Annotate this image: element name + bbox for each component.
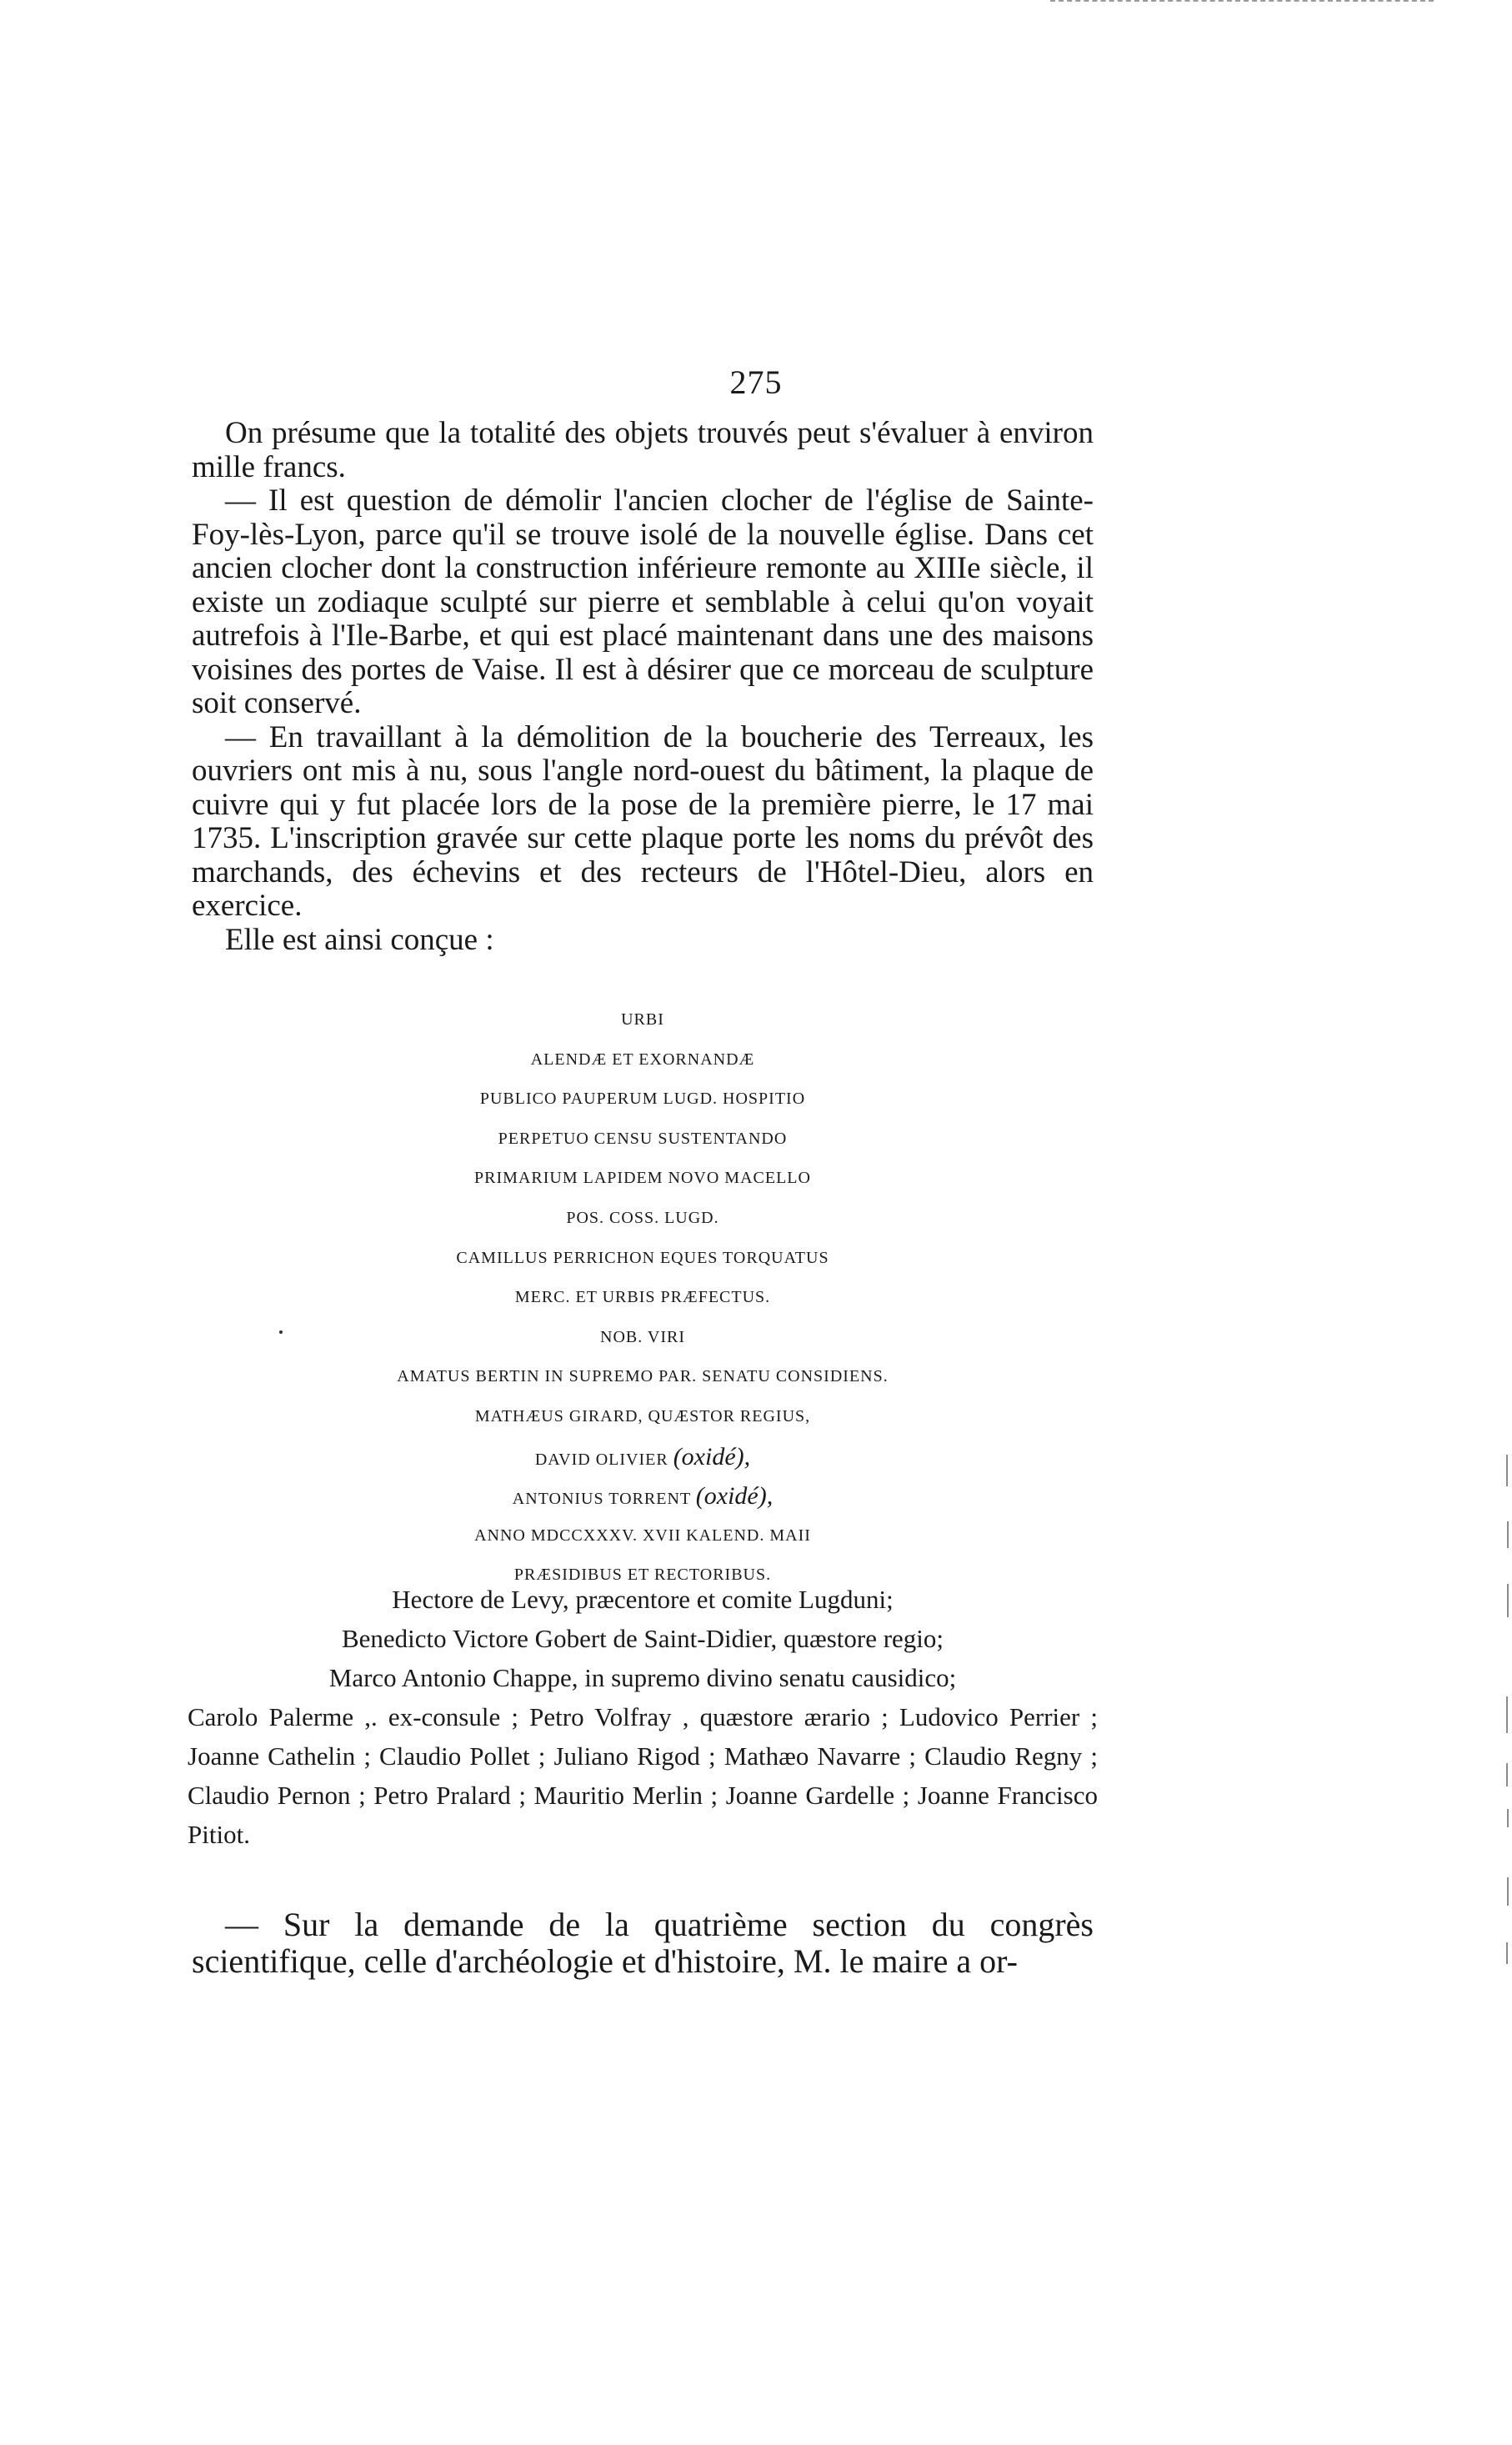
edge-mark <box>1506 1942 1508 1964</box>
body-text <box>192 417 1094 957</box>
inscription-line: MATHÆUS GIRARD, QUÆSTOR REGIUS, <box>474 1406 811 1425</box>
paragraph-clocher: — Il est question de démolir l'ancien clocher de l'église de Sainte-Foy-lès-Lyon, parce qu'il se trouve isolé de la nouvelle église. Dans cet ancien clocher dont la construction inférieure remonte au XIIIe siècle, il existe un zodiaque sculpté sur pierre et semblable à celui qu'on voyait autrefois à l'Ile-Barbe, et qui est placé maintenant dans une des maisons voisines des portes de Vaise. Il est à désirer que ce morceau de sculpture soit conservé. <box>192 483 1094 720</box>
paragraph-boucherie: — En travaillant à la démolition de la boucherie des Terreaux, les ouvriers ont mis à nu, sous l'angle nord-ouest du bâtiment, la plaque de cuivre qui y fut placée lors de la pose de la première pierre, le 17 mai 1735. L'inscription gravée sur cette plaque porte les noms du prévôt des marchands, des échevins et des recteurs de l'Hôtel-Dieu, alors en exercice. <box>192 719 1094 923</box>
inscription-name: DAVID OLIVIER <box>534 1450 668 1469</box>
paragraph-closing: — Sur la demande de la quatrième section du congrès scientifique, celle d'archéologie et d'histoire, M. le maire a or- <box>192 1906 1094 1980</box>
latin-line: Benedicto Victore Gobert de Saint-Didier, quæstore regio; <box>341 1624 944 1653</box>
latin-line: Hectore de Levy, præcentore et comite Lugduni; <box>392 1585 894 1614</box>
latin-paragraph: Carolo Palerme ,. ex-consule ; Petro Volfray , quæstore ærario ; Ludovico Perrier ; Joanne Cathelin ; Claudio Pollet ; Juliano Rigod ; Mathæo Navarre ; Claudio Regny ; Claudio Pernon ; Petro Pralard ; Mauritio Merlin ; Joanne Gardelle ; Joanne Francisco Pitiot. <box>188 1702 1098 1849</box>
closing-text <box>192 1906 1094 1980</box>
edge-mark <box>1506 1455 1508 1486</box>
inscription-line: MERC. ET URBIS PRÆFECTUS. <box>514 1288 771 1307</box>
paragraph-value-estimate: On présume que la totalité des objets trouvés peut s'évaluer à environ mille francs. <box>192 416 1094 484</box>
edge-mark <box>1507 1584 1509 1617</box>
edge-mark <box>1506 1763 1508 1786</box>
inscription-line: POS. COSS. LUGD. <box>566 1208 719 1227</box>
page-number: 275 <box>729 363 783 401</box>
inscription-line: PERPETUO CENSU SUSTENTANDO <box>498 1129 788 1148</box>
paragraph-intro-inscription: Elle est ainsi conçue : <box>225 922 494 957</box>
edge-mark <box>1506 1696 1508 1733</box>
inscription-line-olivier <box>192 1437 1094 1477</box>
edge-mark <box>1507 1877 1509 1906</box>
inscription-line-torrent <box>192 1476 1094 1516</box>
latin-line: Marco Antonio Chappe, in supremo divino senatu causidico; <box>328 1663 957 1692</box>
edge-mark <box>1507 1521 1509 1548</box>
inscription-line: AMATUS BERTIN IN SUPREMO PAR. SENATU CONSIDIENS. <box>397 1367 889 1386</box>
inscription-note: (oxidé), <box>695 1482 774 1511</box>
inscription-line: ALENDÆ ET EXORNANDÆ <box>530 1050 755 1069</box>
edge-mark <box>1507 1809 1509 1827</box>
inscription-line: PUBLICO PAUPERUM LUGD. HOSPITIO <box>479 1090 806 1109</box>
inscription-line: URBI <box>621 1010 664 1029</box>
inscription-line: ANNO MDCCXXXV. XVII KALEND. MAII <box>474 1526 811 1545</box>
latin-names <box>188 1580 1098 1854</box>
inscription-name: ANTONIUS TORRENT <box>512 1490 691 1509</box>
inscription-line: NOB. VIRI <box>600 1327 685 1346</box>
top-edge-rule <box>1050 0 1434 3</box>
inscription-line: PRÆSIDIBUS ET RECTORIBUS. <box>513 1566 772 1585</box>
inscription-line: PRIMARIUM LAPIDEM NOVO MACELLO <box>474 1169 811 1188</box>
inscription-line: CAMILLUS PERRICHON EQUES TORQUATUS <box>456 1248 829 1267</box>
inscription <box>192 1000 1094 1596</box>
inscription-note: (oxidé), <box>673 1442 751 1471</box>
speck-mark <box>279 1330 283 1334</box>
